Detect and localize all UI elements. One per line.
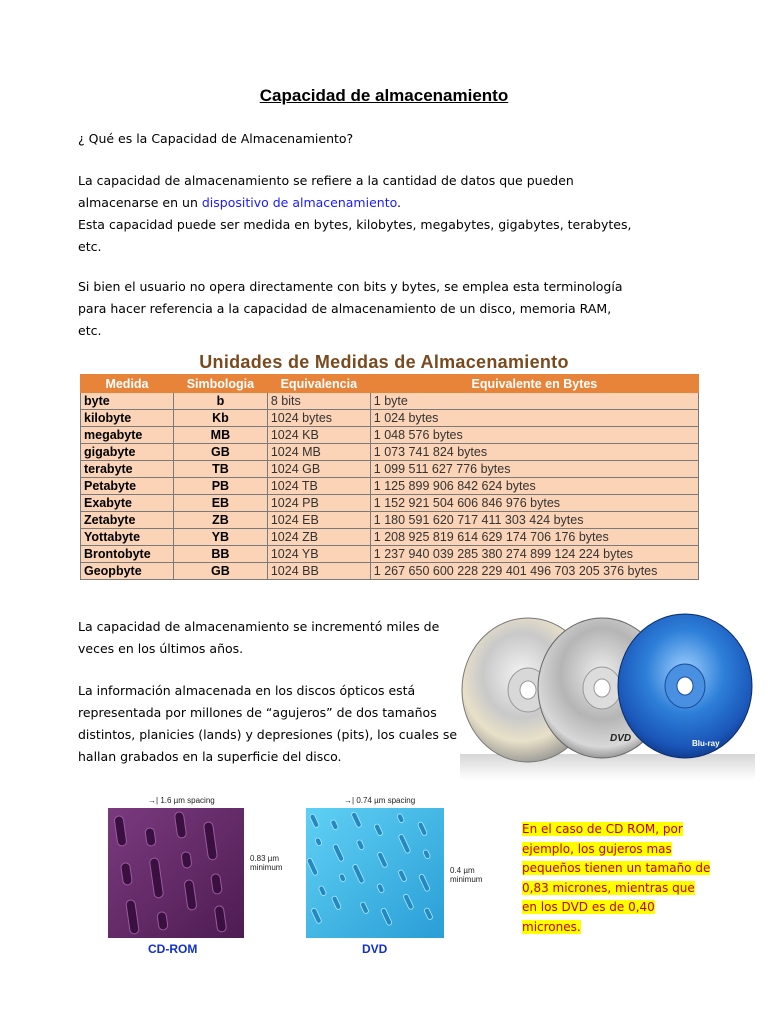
optical-line-3: distintos, planicies (lands) y depresiones (pits), los cuales se — [78, 727, 458, 742]
header-equivalencia: Equivalencia — [267, 375, 370, 393]
growth-line-1: La capacidad de almacenamiento se incrementó miles de — [78, 619, 440, 634]
unit-equivalence-cell: 1024 KB — [267, 427, 370, 444]
cd-spacing-arrow-icon: →| — [148, 796, 159, 805]
unit-symbol-cell: Kb — [173, 410, 267, 427]
table-header-row — [81, 375, 699, 393]
unit-name-cell: Yottabyte — [81, 529, 174, 546]
unit-name-cell: terabyte — [81, 461, 174, 478]
optical-line-2: representada por millones de “agujeros” de dos tamaños — [78, 705, 437, 720]
unit-equivalence-cell: 1024 YB — [267, 546, 370, 563]
dvd-size-label — [450, 866, 482, 884]
unit-equivalence-cell: 1024 ZB — [267, 529, 370, 546]
storage-units-table — [80, 374, 699, 580]
unit-name-cell: gigabyte — [81, 444, 174, 461]
unit-equivalence-cell: 1024 EB — [267, 512, 370, 529]
dvd-size-minimum: minimum — [450, 875, 483, 884]
unit-equivalence-cell: 1024 PB — [267, 495, 370, 512]
pit-size-note — [522, 820, 712, 937]
bluray-disc — [618, 614, 752, 758]
dvd-pits-figure — [306, 796, 506, 961]
table-row — [81, 478, 699, 495]
note-line-2: ejemplo, los gujeros mas — [522, 841, 672, 856]
question-text: ¿ Qué es la Capacidad de Almacenamiento? — [78, 131, 354, 146]
header-simbologia: Simbologia — [173, 375, 267, 393]
header-equivalente-bytes: Equivalente en Bytes — [370, 375, 698, 393]
unit-bytes-cell: 1 048 576 bytes — [370, 427, 698, 444]
optical-discs-image — [460, 608, 755, 780]
unit-bytes-cell: 1 208 925 819 614 629 174 706 176 bytes — [370, 529, 698, 546]
unit-equivalence-cell: 1024 BB — [267, 563, 370, 580]
unit-name-cell: byte — [81, 393, 174, 410]
dvd-caption: DVD — [362, 942, 388, 956]
unit-symbol-cell: YB — [173, 529, 267, 546]
unit-equivalence-cell: 1024 bytes — [267, 410, 370, 427]
unit-bytes-cell: 1 267 650 600 228 229 401 496 703 205 376 bytes — [370, 563, 698, 580]
storage-device-link[interactable]: dispositivo de almacenamiento — [201, 195, 398, 210]
dvd-spacing-arrow-icon: →| — [344, 796, 355, 805]
dvd-logo: DVD — [610, 733, 632, 744]
cd-spacing-text: 1.6 µm spacing — [160, 796, 215, 805]
dvd-spacing-label — [344, 796, 415, 805]
table-row — [81, 529, 699, 546]
unit-name-cell: Geopbyte — [81, 563, 174, 580]
intro-line-2-suffix: . — [397, 195, 402, 210]
intro-line-2 — [78, 192, 678, 214]
dvd-size-value: 0.4 µm — [450, 866, 475, 875]
cd-pits-figure — [108, 796, 298, 961]
note-line-1: En el caso de CD ROM, por — [522, 822, 683, 836]
cd-size-label — [250, 854, 282, 872]
table-row — [81, 563, 699, 580]
table-row — [81, 512, 699, 529]
optical-line-1: La información almacenada en los discos ópticos está — [78, 683, 416, 698]
optical-line-4: hallan grabados en la superficie del disco. — [78, 749, 342, 764]
intro-line-4: etc. — [78, 239, 102, 254]
unit-symbol-cell: BB — [173, 546, 267, 563]
terminology-line-2: para hacer referencia a la capacidad de almacenamiento de un disco, memoria RAM, — [78, 301, 612, 316]
unit-name-cell: Brontobyte — [81, 546, 174, 563]
intro-paragraph — [78, 170, 678, 258]
terminology-line-3: etc. — [78, 323, 102, 338]
growth-line-2: veces en los últimos años. — [78, 641, 244, 656]
optical-paragraph — [78, 680, 470, 768]
cd-pits-image — [108, 808, 244, 938]
cd-rom-caption: CD-ROM — [148, 942, 198, 956]
growth-paragraph — [78, 616, 463, 660]
unit-equivalence-cell: 8 bits — [267, 393, 370, 410]
unit-bytes-cell: 1 152 921 504 606 846 976 bytes — [370, 495, 698, 512]
unit-name-cell: kilobyte — [81, 410, 174, 427]
intro-line-3: Esta capacidad puede ser medida en bytes, kilobytes, megabytes, gigabytes, terabytes, — [78, 217, 632, 232]
table-row — [81, 461, 699, 478]
page-title: Capacidad de almacenamiento — [259, 86, 509, 105]
unit-symbol-cell: b — [173, 393, 267, 410]
table-title: Unidades de Medidas de Almacenamiento — [199, 352, 569, 372]
unit-name-cell: Petabyte — [81, 478, 174, 495]
unit-name-cell: Zetabyte — [81, 512, 174, 529]
cd-spacing-label — [148, 796, 215, 805]
dvd-pits-image — [306, 808, 444, 938]
unit-bytes-cell: 1 099 511 627 776 bytes — [370, 461, 698, 478]
unit-bytes-cell: 1 073 741 824 bytes — [370, 444, 698, 461]
table-row — [81, 410, 699, 427]
unit-symbol-cell: ZB — [173, 512, 267, 529]
note-line-4: 0,83 micrones, mientras que — [522, 880, 695, 895]
unit-bytes-cell: 1 024 bytes — [370, 410, 698, 427]
dvd-spacing-text: 0.74 µm spacing — [356, 796, 416, 805]
unit-equivalence-cell: 1024 GB — [267, 461, 370, 478]
unit-equivalence-cell: 1024 TB — [267, 478, 370, 495]
cd-size-minimum: minimum — [250, 863, 283, 872]
table-row — [81, 444, 699, 461]
table-row — [81, 427, 699, 444]
table-row — [81, 495, 699, 512]
terminology-paragraph — [78, 276, 678, 342]
unit-symbol-cell: GB — [173, 444, 267, 461]
unit-name-cell: megabyte — [81, 427, 174, 444]
unit-bytes-cell: 1 byte — [370, 393, 698, 410]
note-line-3: pequeños tienen un tamaño de — [522, 861, 711, 875]
unit-symbol-cell: MB — [173, 427, 267, 444]
intro-line-2-prefix: almacenarse en un — [78, 195, 202, 210]
unit-symbol-cell: TB — [173, 461, 267, 478]
unit-bytes-cell: 1 237 940 039 285 380 274 899 124 224 bytes — [370, 546, 698, 563]
intro-line-1: La capacidad de almacenamiento se refiere a la cantidad de datos que pueden — [78, 173, 574, 188]
terminology-line-1: Si bien el usuario no opera directamente con bits y bytes, se emplea esta terminología — [78, 279, 623, 294]
bluray-logo: Blu-ray — [692, 739, 720, 748]
unit-symbol-cell: PB — [173, 478, 267, 495]
note-line-5: en los DVD es de 0,40 — [522, 900, 655, 914]
unit-symbol-cell: GB — [173, 563, 267, 580]
header-medida: Medida — [81, 375, 174, 393]
note-line-6: micrones. — [522, 919, 581, 934]
unit-name-cell: Exabyte — [81, 495, 174, 512]
unit-bytes-cell: 1 125 899 906 842 624 bytes — [370, 478, 698, 495]
unit-equivalence-cell: 1024 MB — [267, 444, 370, 461]
cd-size-value: 0.83 µm — [250, 854, 280, 863]
unit-symbol-cell: EB — [173, 495, 267, 512]
unit-bytes-cell: 1 180 591 620 717 411 303 424 bytes — [370, 512, 698, 529]
table-row — [81, 546, 699, 563]
table-row — [81, 393, 699, 410]
